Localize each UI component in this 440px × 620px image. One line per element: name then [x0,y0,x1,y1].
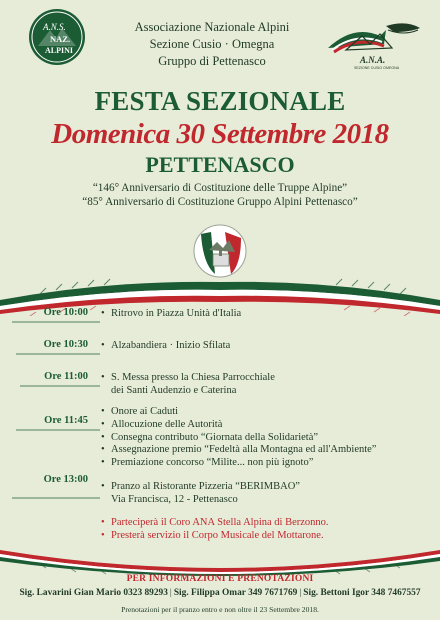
logo-right-text: A.N.A. [360,55,386,65]
event-line: • Pranzo al Ristorante Pizzeria “BERIMBAO” [101,481,431,494]
schedule-time-3: Ore 11:00 [44,371,88,382]
schedule-event-1 [101,308,431,321]
contact-1: Sig. Lavarini Gian Mario 0323 89293 [19,588,168,598]
tricolor-wave-bottom [0,546,440,576]
contacts-line [0,588,440,598]
contact-3: Sig. Bettoni Igor 348 7467557 [303,588,421,598]
schedule-event-5 [101,481,431,507]
org-line-2: Sezione Cusio · Omegna [149,37,275,51]
anniversary-line-1: “146° Anniversario di Costituzione delle Truppe Alpine” [92,182,348,194]
schedule-time-4: Ore 11:45 [44,415,88,426]
event-line: • Consegna contributo “Giornata della Solidarietà” [101,432,431,445]
event-line: • Ritrovo in Piazza Unità d'Italia [101,308,431,321]
logo-right-subtext: SEZIONE CUSIO OMEGNA [354,66,400,70]
schedule-event-2 [101,340,431,353]
festa-title: FESTA SEZIONALE [94,86,346,116]
event-place: PETTENASCO [145,152,295,177]
event-line: Via Francisca, 12 - Pettenasco [111,493,238,505]
booking-note: Prenotazioni per il pranzo entro e non oltre il 23 Settembre 2018. [121,605,319,614]
contact-separator: | [169,588,172,598]
schedule-time-2: Ore 10:30 [43,339,88,350]
schedule-time-1: Ore 10:00 [43,307,88,318]
note-line: • Presterà servizio il Corpo Musicale del Mottarone. [101,530,431,543]
event-line: • Allocuzione delle Autorità [101,419,431,432]
logo-left-text-3: ALPINI [45,46,74,55]
event-date: Domenica 30 Settembre 2018 [51,118,389,150]
event-line: • Onore ai Caduti [101,406,431,419]
event-line: • S. Messa presso la Chiesa Parrocchiale [101,372,431,385]
anniversary-line-2: “85° Anniversario di Costituzione Gruppo Alpini Pettenasco” [82,196,358,208]
schedule-event-3 [101,372,431,398]
event-line: • Premiazione concorso “Milite... non più ignoto” [101,457,431,470]
pettenasco-emblem-icon [191,224,249,278]
org-line-1: Associazione Nazionale Alpini [134,20,290,34]
ana-logo-left-icon [28,8,86,66]
event-line: • Assegnazione premio “Fedeltà alla Montagna ed all'Ambiente” [101,444,431,457]
event-notes [101,517,431,543]
logo-left-text-2: NAZ. [50,34,71,44]
info-title: PER INFORMAZIONI E PRENOTAZIONI [126,574,314,584]
event-line: • Alzabandiera · Inizio Sfilata [101,340,431,353]
logo-left-text-1: A.N.S. [43,22,66,32]
contact-separator: | [299,588,302,598]
org-line-3: Gruppo di Pettenasco [158,54,266,68]
schedule-time-5: Ore 13:00 [43,474,88,485]
contact-2: Sig. Filippa Omar 349 7671769 [173,588,298,598]
schedule-event-4 [101,406,431,470]
event-line: dei Santi Audenzio e Caterina [111,384,237,396]
organization-block [100,19,324,70]
ana-logo-right-icon [324,18,424,70]
note-line: • Parteciperà il Coro ANA Stella Alpina di Berzonno. [101,517,431,530]
